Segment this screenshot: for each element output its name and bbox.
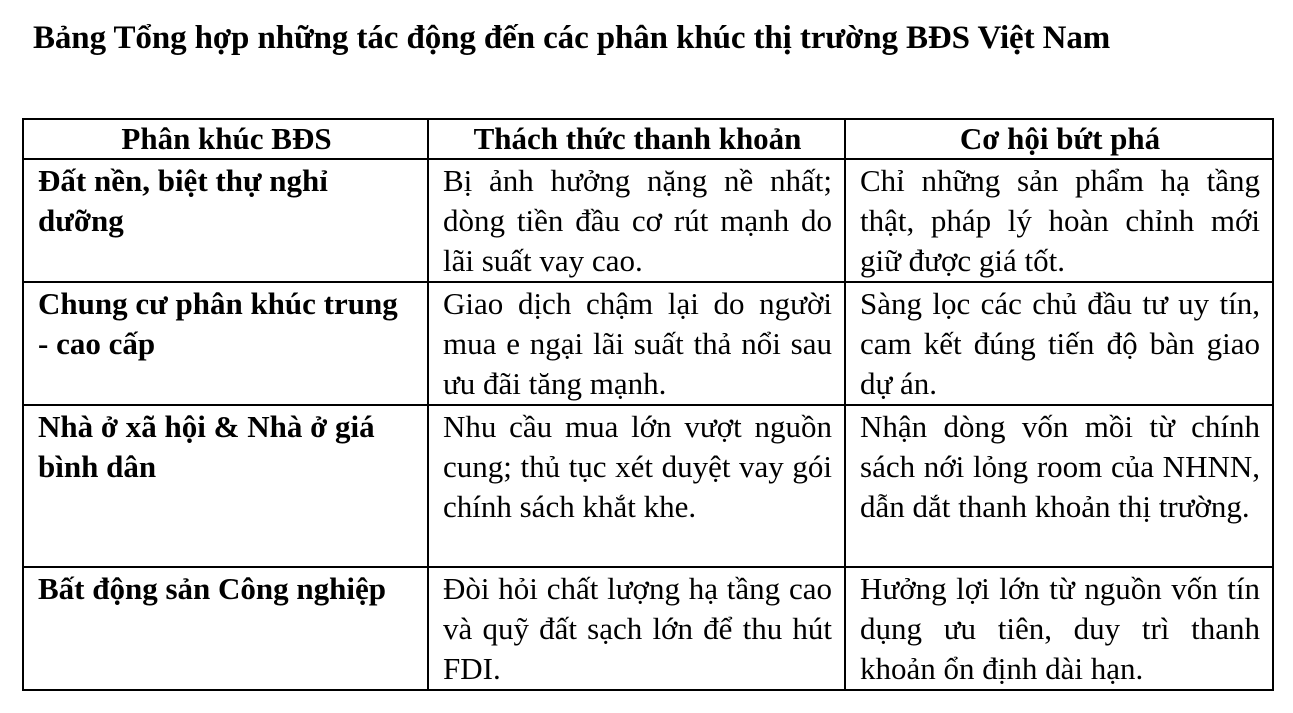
challenge-cell: Đòi hỏi chất lượng hạ tầng cao và quỹ đất sạch lớn để thu hút FDI. [428, 567, 845, 690]
opportunity-cell: Sàng lọc các chủ đầu tư uy tín, cam kết đúng tiến độ bàn giao dự án. [845, 282, 1273, 405]
opportunity-cell: Hưởng lợi lớn từ nguồn vốn tín dụng ưu tiên, duy trì thanh khoản ổn định dài hạn. [845, 567, 1273, 690]
table-header-row [23, 119, 1273, 159]
impact-table [22, 118, 1274, 691]
column-header-breakthrough-opportunity: Cơ hội bứt phá [845, 119, 1273, 159]
table-row [23, 159, 1273, 282]
opportunity-cell: Nhận dòng vốn mồi từ chính sách nới lỏng room của NHNN, dẫn dắt thanh khoản thị trường. [845, 405, 1273, 567]
table-row [23, 567, 1273, 690]
table-row [23, 405, 1273, 567]
challenge-cell: Nhu cầu mua lớn vượt nguồn cung; thủ tục xét duyệt vay gói chính sách khắt khe. [428, 405, 845, 567]
table-row [23, 282, 1273, 405]
segment-cell: Bất động sản Công nghiệp [23, 567, 428, 690]
column-header-liquidity-challenge: Thách thức thanh khoản [428, 119, 845, 159]
segment-cell: Đất nền, biệt thự nghỉ dưỡng [23, 159, 428, 282]
document-title: Bảng Tổng hợp những tác động đến các phân khúc thị trường BĐS Việt Nam [33, 20, 1111, 56]
segment-cell: Nhà ở xã hội & Nhà ở giá bình dân [23, 405, 428, 567]
column-header-segment: Phân khúc BĐS [23, 119, 428, 159]
challenge-cell: Giao dịch chậm lại do người mua e ngại lãi suất thả nổi sau ưu đãi tăng mạnh. [428, 282, 845, 405]
opportunity-cell: Chỉ những sản phẩm hạ tầng thật, pháp lý hoàn chỉnh mới giữ được giá tốt. [845, 159, 1273, 282]
challenge-cell: Bị ảnh hưởng nặng nề nhất; dòng tiền đầu cơ rút mạnh do lãi suất vay cao. [428, 159, 845, 282]
segment-cell: Chung cư phân khúc trung - cao cấp [23, 282, 428, 405]
